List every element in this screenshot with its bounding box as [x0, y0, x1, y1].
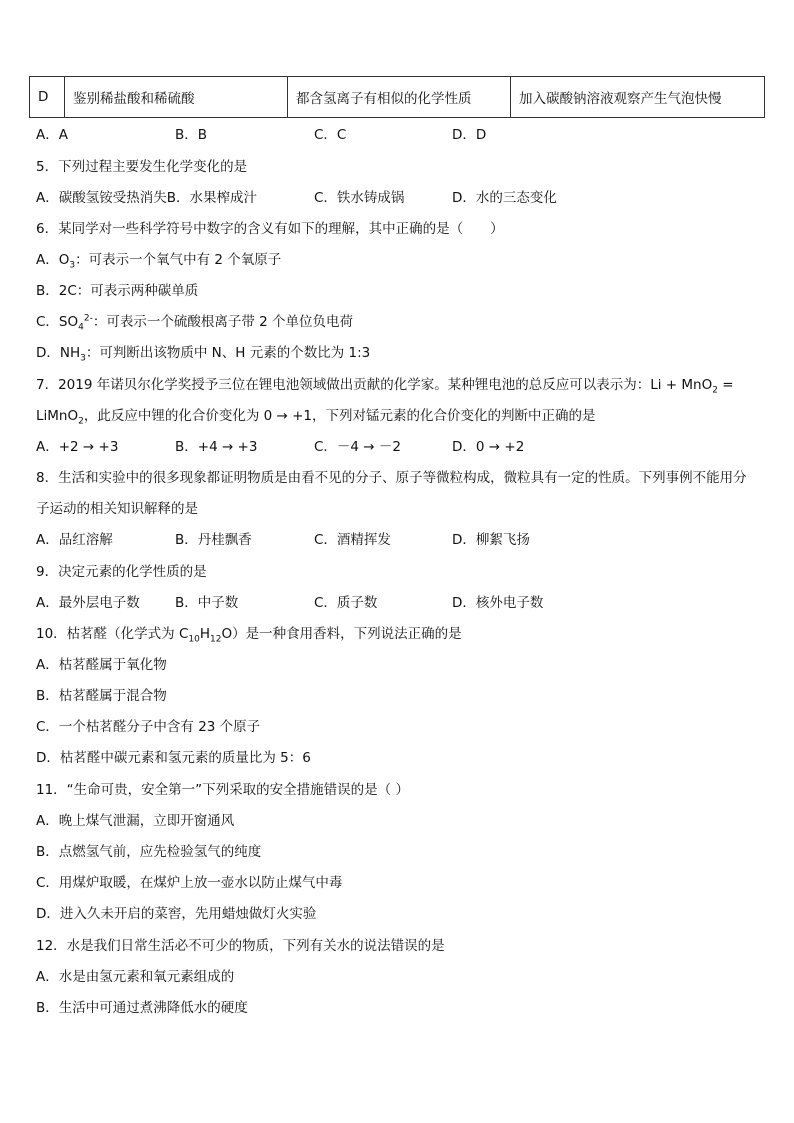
q4-option-a: A．A: [36, 127, 68, 143]
q8-stem-line2: 子运动的相关知识解释的是: [36, 501, 198, 517]
q9-option-b: B．中子数: [175, 595, 239, 611]
table-cell-method: 加入碳酸钠溶液观察产生气泡快慢: [511, 77, 765, 118]
q11-stem: 11．“生命可贵，安全第一”下列采取的安全措施错误的是（ ）: [36, 782, 409, 798]
q4-option-b: B．B: [175, 127, 208, 143]
q7-option-d: D．0 → +2: [452, 439, 525, 455]
q8-option-b: B．丹桂飘香: [175, 532, 252, 548]
q9-stem: 9．决定元素的化学性质的是: [36, 564, 207, 580]
q8-option-c: C．酒精挥发: [314, 532, 391, 548]
q8-option-a: A．品红溶解: [36, 532, 113, 548]
q9-option-c: C．质子数: [314, 595, 378, 611]
q9-option-d: D．核外电子数: [452, 595, 544, 611]
q10-option-b: B．枯茗醛属于混合物: [36, 688, 167, 704]
q5-stem: 5．下列过程主要发生化学变化的是: [36, 159, 248, 175]
q11-option-c: C．用煤炉取暖，在煤炉上放一壶水以防止煤气中毒: [36, 875, 343, 891]
q10-option-d: D．枯茗醛中碳元素和氢元素的质量比为 5：6: [36, 750, 311, 766]
q4-option-d: D．D: [452, 127, 487, 143]
q6-option-d: D．$NH_3$：可判断出该物质中 N、H 元素的个数比为 1:3: [36, 345, 371, 364]
q5-option-c: C．铁水铸成锅: [314, 190, 405, 206]
q8-stem-line1: 8．生活和实验中的很多现象都证明物质是由看不见的分子、原子等微粒构成，微粒具有一定的性质。下列事例不能用分: [36, 470, 747, 486]
q12-option-a: A．水是由氢元素和氧元素组成的: [36, 969, 235, 985]
q8-option-d: D．柳絮飞扬: [452, 532, 530, 548]
q4-option-c: C．C: [314, 127, 347, 143]
q10-option-a: A．枯茗醛属于氧化物: [36, 657, 167, 673]
q7-option-c: C．－4 → －2: [314, 439, 401, 455]
q9-option-a: A．最外层电子数: [36, 595, 140, 611]
q6-option-a: A．$O_3$：可表示一个氧气中有 2 个氧原子: [36, 252, 282, 271]
q11-option-b: B．点燃氢气前，应先检验氢气的纯度: [36, 844, 262, 860]
q6-stem: 6．某同学对一些科学符号中数字的含义有如下的理解，其中正确的是（ ）: [36, 221, 504, 237]
q10-option-c: C．一个枯茗醛分子中含有 23 个原子: [36, 719, 261, 735]
q7-option-a: A．+2 → +3: [36, 439, 119, 455]
q10-stem: 10．枯茗醛（化学式为 $C_{10}H_{12}O$）是一种食用香料，下列说法正确的是: [36, 626, 462, 645]
table-row: [30, 77, 765, 118]
table-cell-purpose: 鉴别稀盐酸和稀硫酸: [65, 77, 288, 118]
q5-option-d: D．水的三态变化: [452, 190, 557, 206]
q12-option-b: B．生活中可通过煮沸降低水的硬度: [36, 1000, 248, 1016]
table-cell-option: D: [30, 77, 65, 118]
q12-stem: 12．水是我们日常生活必不可少的物质，下列有关水的说法错误的是: [36, 938, 445, 954]
q7-stem-line1: 7．2019 年诺贝尔化学奖授予三位在锂电池领域做出贡献的化学家。某种锂电池的总反应可以表示为：Li + MnO$_2$ =: [36, 377, 734, 396]
q11-option-d: D．进入久未开启的菜窖，先用蜡烛做灯火实验: [36, 906, 317, 922]
table-cell-reason: 都含氢离子有相似的化学性质: [288, 77, 511, 118]
q7-option-b: B．+4 → +3: [175, 439, 258, 455]
q7-stem-line2: LiMnO$_2$，此反应中锂的化合价变化为 0 → +1，下列对锰元素的化合价变化的判断中正确的是: [36, 408, 596, 427]
q11-option-a: A．晚上煤气泄漏，立即开窗通风: [36, 813, 235, 829]
q5-option-ab: A．碳酸氢铵受热消失B．水果榨成汁: [36, 190, 257, 206]
q6-option-b: B．2C：可表示两种碳单质: [36, 283, 199, 299]
answer-table-row-d: [29, 76, 765, 118]
q6-option-c: C．$SO_4^{2-}$：可表示一个硫酸根离子带 2 个单位负电荷: [36, 313, 354, 333]
